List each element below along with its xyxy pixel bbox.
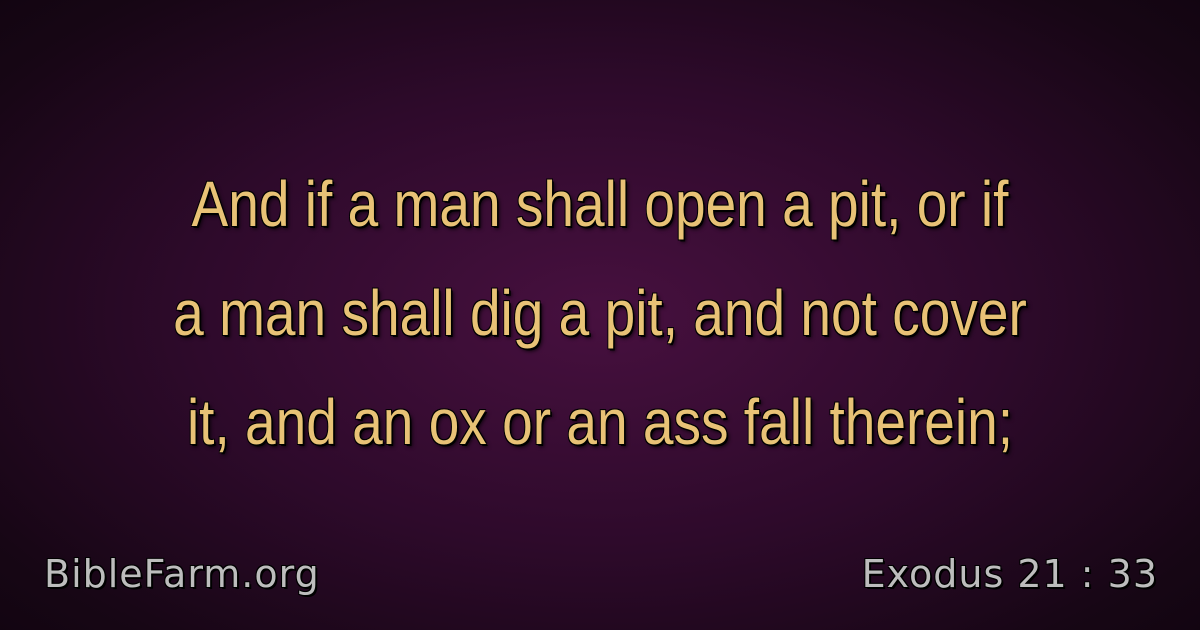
verse-line: it, and an ox or an ass fall therein; — [186, 385, 1014, 458]
verse-line: And if a man shall open a pit, or if — [191, 168, 1009, 240]
verse-reference: Exodus 21 : 33 — [861, 552, 1158, 596]
site-name: BibleFarm.org — [44, 552, 320, 596]
verse-line: a man shall dig a pit, and not cover — [173, 276, 1027, 349]
verse-text — [118, 150, 1081, 476]
